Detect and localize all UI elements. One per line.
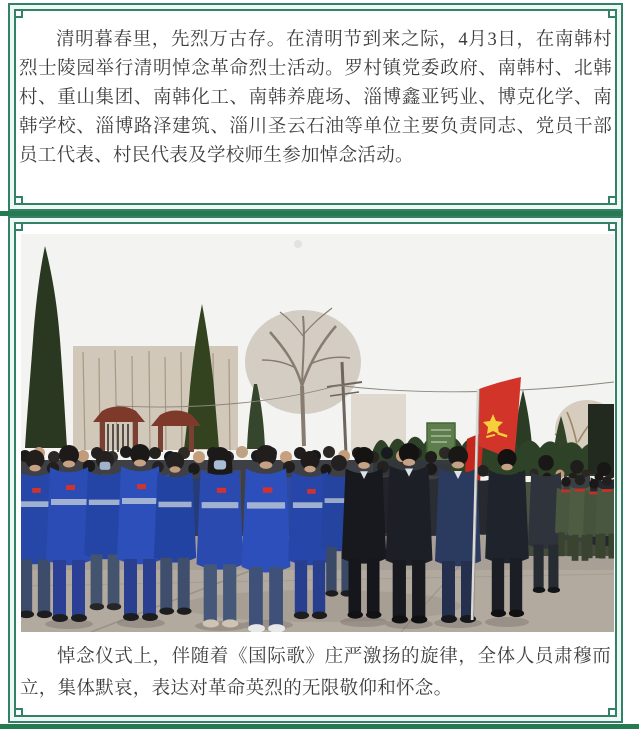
article-paragraph: 清明暮春里，先烈万古存。在清明节到来之际，4月3日，在南韩村烈士陵园举行清明悼念革命烈士活动。罗村镇党委政府、南韩村、北韩村、重山集团、南韩化工、南韩养鹿场、淄博鑫亚钙业、博克化学、南韩学校、淄博路泽建筑、淄川圣云石油等单位主要负责同志、党员干部员工代表、村民代表及学校师生参加悼念活动。 (19, 30, 612, 166)
corner-ornament-icon (608, 708, 617, 717)
photo-box-inner-border (14, 222, 617, 717)
corner-ornament-icon (14, 222, 23, 231)
corner-ornament-icon (608, 222, 617, 231)
corner-ornament-icon (14, 708, 23, 717)
corner-ornament-icon (14, 196, 23, 205)
memorial-article-text-box (8, 3, 623, 211)
text-box-inner-border (14, 9, 617, 205)
photo-caption: 悼念仪式上，伴随着《国际歌》庄严激扬的旋律，全体人员肃穆而立，集体默哀，表达对革命英烈的无限敬仰和怀念。 (20, 647, 611, 699)
corner-ornament-icon (14, 9, 23, 18)
corner-ornament-icon (608, 196, 617, 205)
ceremony-photo (21, 234, 614, 632)
corner-ornament-icon (608, 9, 617, 18)
bottom-page-band (0, 724, 639, 729)
photo-text-box (8, 216, 623, 723)
